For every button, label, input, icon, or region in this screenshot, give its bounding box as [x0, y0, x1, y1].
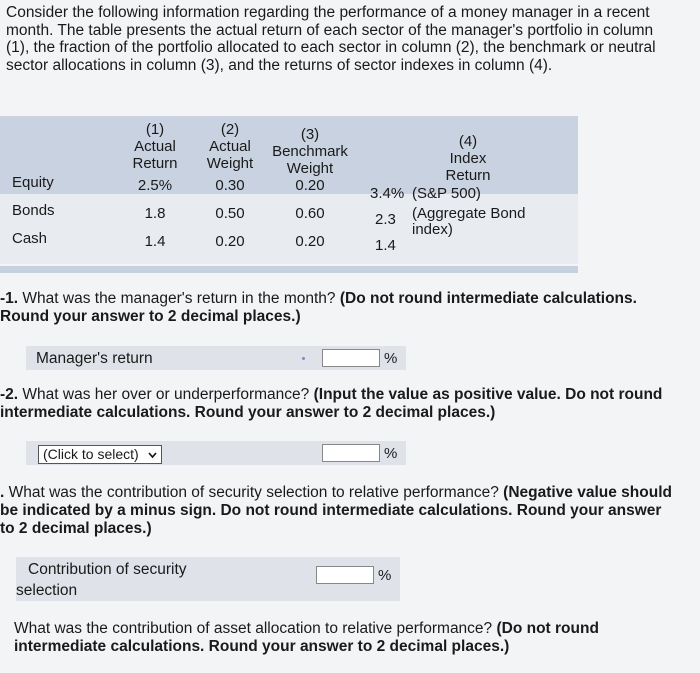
q4-instruction: (Do not round intermediate calculations. Round your answer to 2 decimal places.) [14, 620, 599, 655]
row-bonds-benchmark: 0.60 [295, 205, 325, 222]
row-bonds-index-name: (Aggregate Bond index) [412, 205, 526, 238]
q2-text: What was her over or underperformance? [22, 386, 310, 403]
row-equity-return: 2.5% [137, 177, 173, 194]
col4-header-line1: Index [449, 150, 487, 167]
performance-input[interactable] [322, 444, 380, 462]
row-bonds-weight: 0.50 [215, 205, 245, 222]
intro-paragraph: Consider the following information regarding the performance of a money manager in a recent month. The table presents the actual return of each sector of the manager's portfolio in column (1), the fraction of the portfolio allocated to each sector in column (2), the benchmark or neutral sector allocations in column (3), and the returns of sector indexes in column (4). [6, 4, 656, 74]
row-cash-label: Cash [12, 230, 48, 247]
q3-instruction: (Negative value should be indicated by a minus sign. Do not round intermediate calculations. Round your answer to 2 decimal places.) [0, 484, 672, 537]
row-bonds-label: Bonds [12, 202, 55, 219]
col4-header-num: (4) [458, 133, 478, 150]
col3-header-line1: Benchmark [272, 143, 348, 160]
chevron-down-icon [148, 452, 157, 459]
col2-header-line1: Actual [209, 138, 251, 155]
col2-header-num: (2) [220, 121, 240, 138]
q2-instruction: (Input the value as positive value. Do not round intermediate calculations. Round your answer to 2 decimal places.) [0, 386, 663, 421]
q3-number: . [0, 484, 5, 501]
col4-header [436, 133, 500, 184]
row-cash-return: 1.4 [144, 233, 166, 250]
col2-header-line2: Weight [206, 155, 254, 172]
col2-header [200, 121, 260, 172]
col1-header-num: (1) [145, 121, 165, 138]
row-equity-weight: 0.30 [215, 177, 245, 194]
row-equity-benchmark: 0.20 [295, 177, 325, 194]
row-cash-benchmark: 0.20 [295, 233, 325, 250]
q1-text: What was the manager's return in the month? [22, 290, 336, 307]
q1-instruction: (Do not round intermediate calculations. Round your answer to 2 decimal places.) [0, 290, 637, 325]
row-cash-weight: 0.20 [215, 233, 245, 250]
q4-text: What was the contribution of asset allocation to relative performance? [14, 620, 493, 637]
security-selection-label-line2: selection [16, 582, 78, 599]
col1-header [124, 121, 186, 172]
decor-dot [302, 357, 305, 360]
security-selection-label-line1: Contribution of security [28, 561, 187, 578]
row-bonds-index-return: 2.3 [375, 211, 396, 228]
question-3 [0, 484, 675, 538]
managers-return-input[interactable] [322, 349, 380, 367]
q1-percent-unit: % [384, 350, 398, 367]
row-bonds-return: 1.8 [144, 205, 166, 222]
q3-text: What was the contribution of security selection to relative performance? [8, 484, 499, 501]
col1-header-line2: Return [132, 155, 178, 172]
row-equity-index-return: 3.4% [370, 185, 405, 202]
q3-percent-unit: % [378, 567, 392, 584]
col3-header-num: (3) [300, 126, 320, 143]
question-1 [0, 290, 690, 326]
row-equity-index-name: (S&P 500) [412, 185, 481, 202]
data-table [0, 116, 578, 273]
question-4 [14, 620, 674, 656]
col4-header-line2: Return [445, 167, 491, 184]
col1-header-line1: Actual [134, 138, 176, 155]
q2-percent-unit: % [384, 445, 398, 462]
security-selection-input[interactable] [316, 566, 374, 584]
col3-header [262, 126, 358, 177]
question-2 [0, 386, 680, 422]
performance-select[interactable] [38, 445, 162, 464]
performance-select-label: (Click to select) [43, 446, 139, 462]
row-equity-label: Equity [12, 174, 54, 191]
col3-header-line2: Weight [286, 160, 334, 177]
row-cash-index-return: 1.4 [375, 237, 396, 254]
q2-number: -2. [0, 386, 19, 403]
q1-number: -1. [0, 290, 19, 307]
table-bottom-rule [0, 266, 578, 273]
managers-return-label: Manager's return [36, 350, 153, 367]
